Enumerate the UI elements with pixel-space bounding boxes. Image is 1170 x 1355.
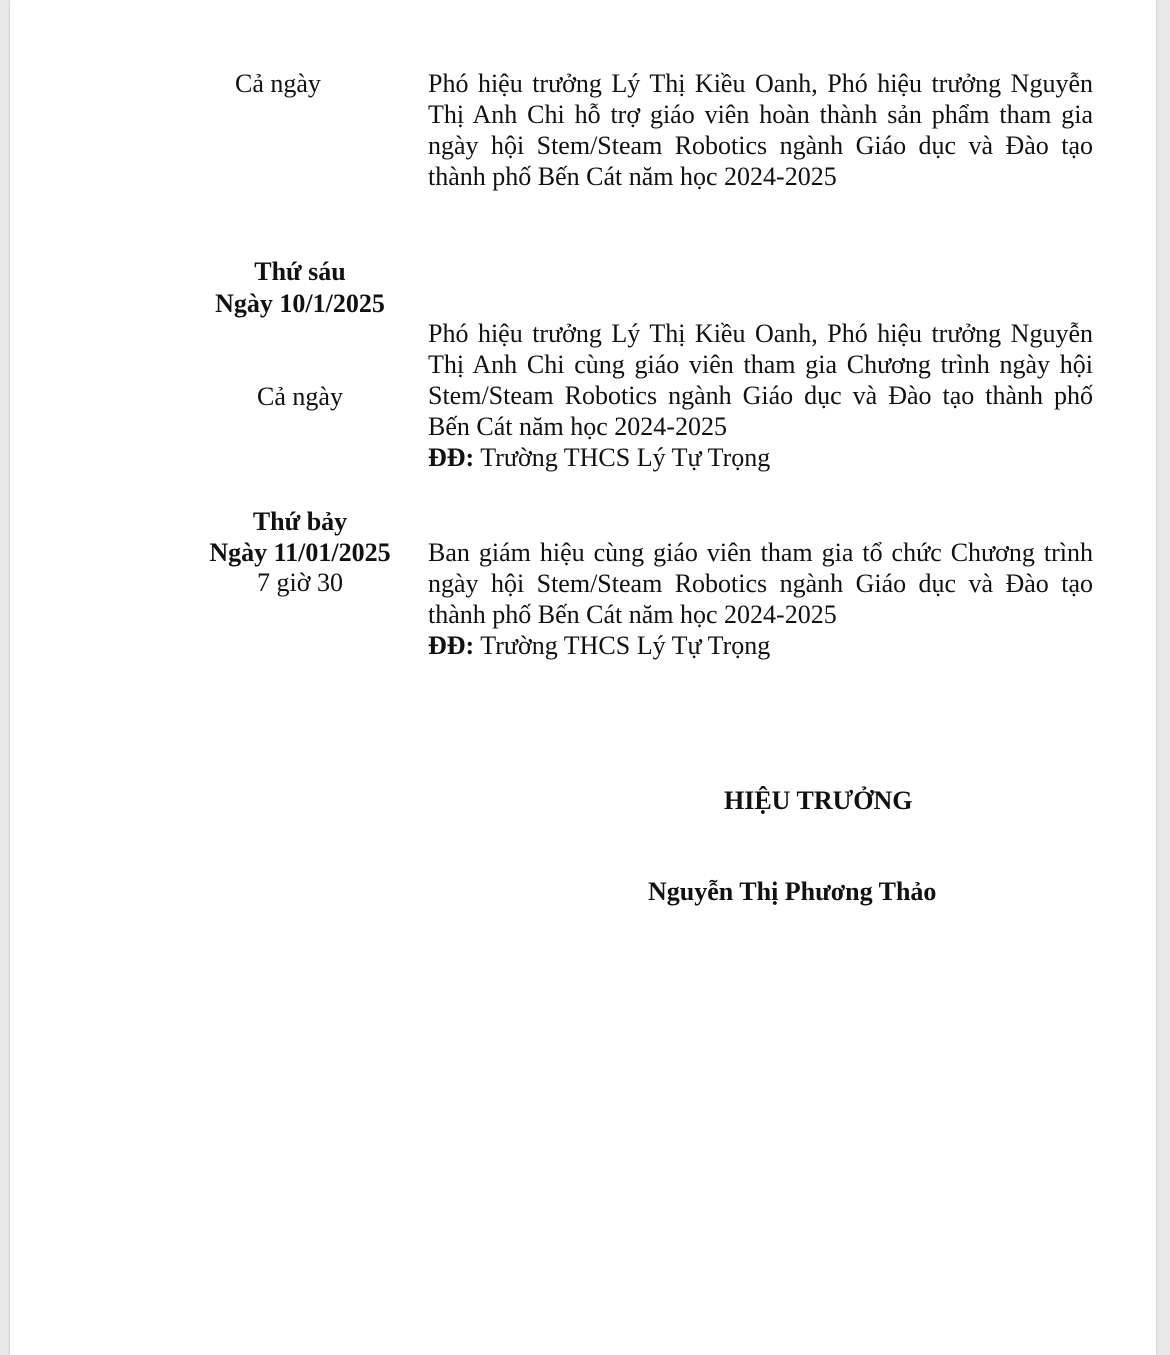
row3-activity [428, 537, 1093, 661]
row2-line-1: Phó hiệu trưởng Lý Thị Kiều Oanh, Phó hiệu trưởng Nguyễn [428, 319, 1093, 348]
signature-title: HIỆU TRƯỞNG [724, 786, 913, 815]
row1-activity [428, 68, 1093, 192]
row2-location-value: Trường THCS Lý Tự Trọng [480, 443, 771, 472]
row2-location-label: ĐĐ: [428, 443, 475, 472]
row3-time: 7 giờ 30 [257, 568, 343, 597]
row3-location-label: ĐĐ: [428, 631, 475, 660]
row1-line-2: Thị Anh Chi hỗ trợ giáo viên hoàn thành sản phẩm tham gia [428, 100, 1093, 129]
row3-day: Thứ bảy [252, 507, 348, 536]
row3-line-3: thành phố Bến Cát năm học 2024-2025 [428, 600, 837, 629]
row1-line-4: thành phố Bến Cát năm học 2024-2025 [428, 162, 837, 191]
row1-line-1: Phó hiệu trưởng Lý Thị Kiều Oanh, Phó hiệu trưởng Nguyễn [428, 69, 1093, 98]
row2-date: Ngày 10/1/2025 [215, 289, 385, 318]
row2-line-3: Stem/Steam Robotics ngành Giáo dục và Đào tạo thành phố [428, 381, 1093, 410]
signature-name: Nguyễn Thị Phương Thảo [648, 877, 937, 906]
row3-location-value: Trường THCS Lý Tự Trọng [480, 631, 771, 660]
row2-day: Thứ sáu [254, 257, 346, 286]
row1-line-3: ngày hội Stem/Steam Robotics ngành Giáo dục và Đào tạo [428, 131, 1093, 160]
row2-time: Cả ngày [257, 382, 343, 411]
row2-activity [428, 318, 1093, 473]
document-page [10, 0, 1156, 1355]
row2-location [428, 442, 1093, 473]
row2-line-4: Bến Cát năm học 2024-2025 [428, 412, 727, 441]
row3-line-2: ngày hội Stem/Steam Robotics ngành Giáo dục và Đào tạo [428, 569, 1093, 598]
row3-date: Ngày 11/01/2025 [209, 538, 391, 567]
row3-line-1: Ban giám hiệu cùng giáo viên tham gia tổ chức Chương trình [428, 538, 1093, 567]
row3-location [428, 630, 1093, 661]
row1-time: Cả ngày [235, 69, 321, 98]
row2-line-2: Thị Anh Chi cùng giáo viên tham gia Chương trình ngày hội [428, 350, 1093, 379]
